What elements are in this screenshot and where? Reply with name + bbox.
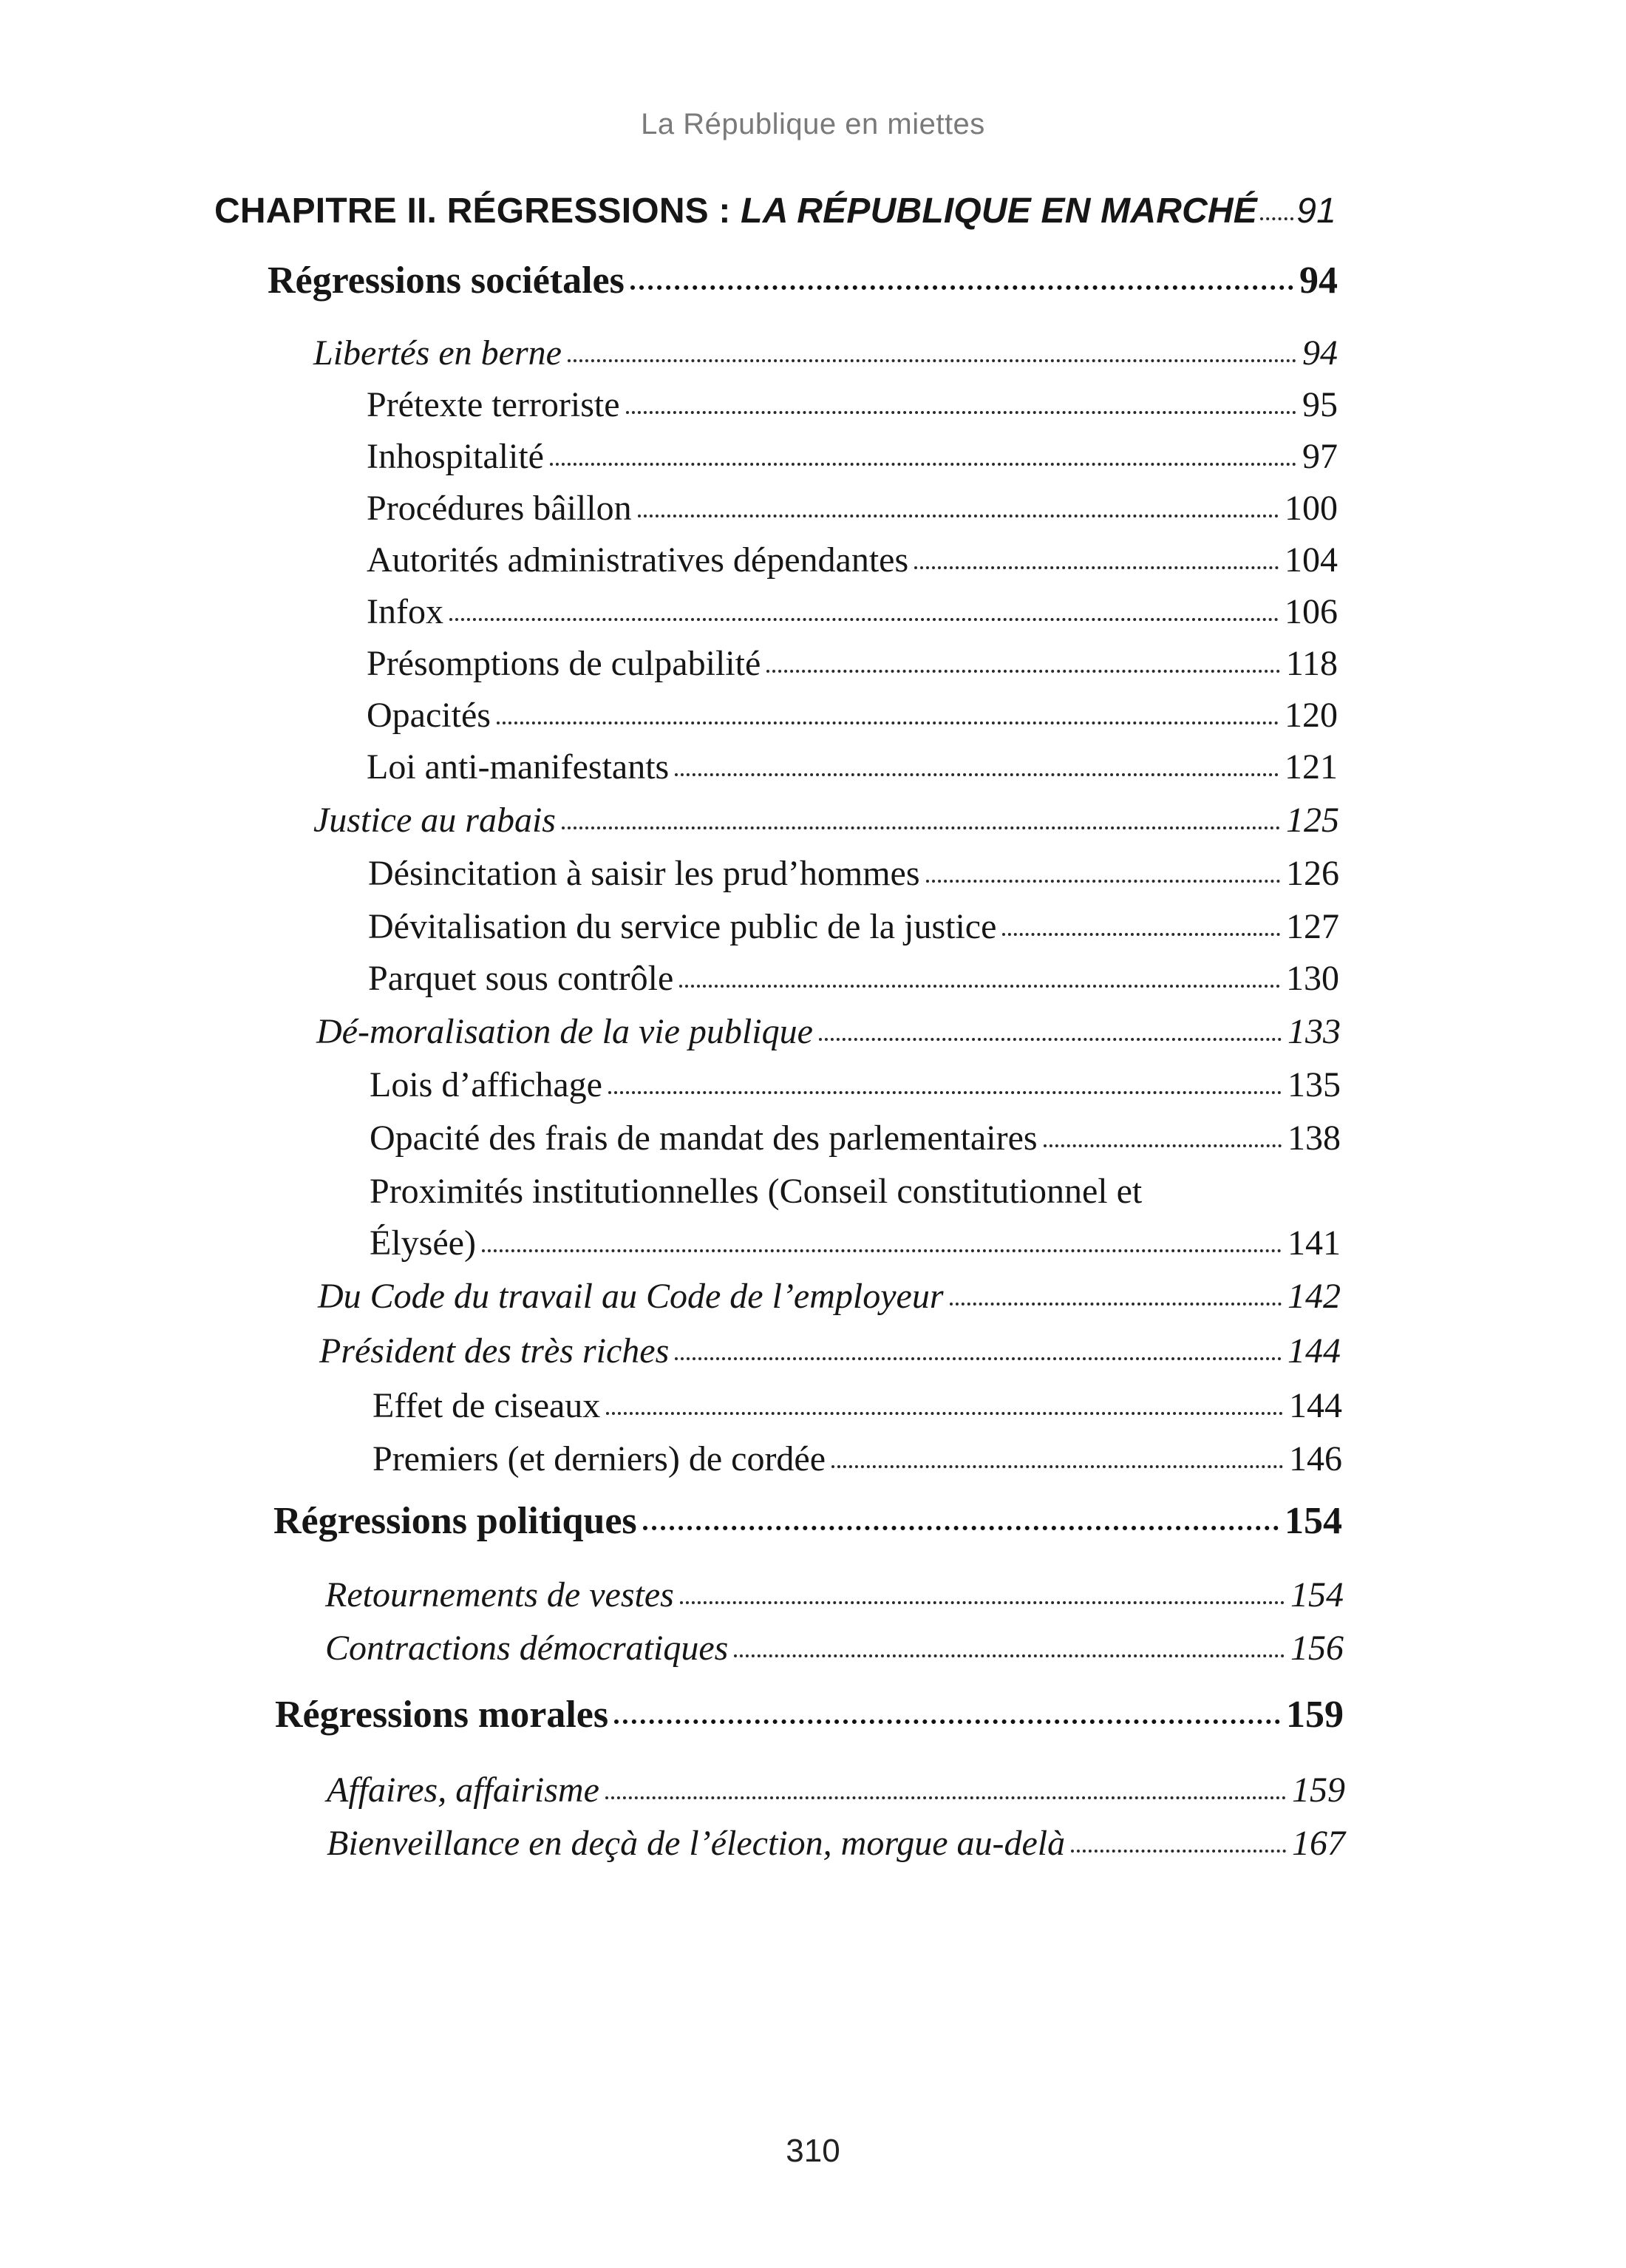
toc-chapter-label: CHAPITRE II. RÉGRESSIONS : LA RÉPUBLIQUE EN MARCHÉ — [214, 191, 1258, 231]
dot-leader — [1260, 217, 1293, 220]
toc-subsection-label: Opacités — [367, 696, 491, 735]
toc-subsection-entry[interactable] — [367, 488, 1338, 529]
page-number: 94 — [1299, 259, 1338, 302]
toc-subsection-label: Effet de ciseaux — [373, 1386, 601, 1425]
dot-leader — [605, 1796, 1286, 1799]
toc-section-label: Président des très riches — [319, 1331, 670, 1371]
toc-section-entry[interactable] — [316, 1011, 1341, 1052]
page-number: 159 — [1286, 1694, 1344, 1736]
toc-subsection-entry[interactable] — [367, 643, 1338, 684]
dot-leader — [831, 1465, 1283, 1468]
toc-subsection-entry[interactable] — [370, 1118, 1341, 1158]
toc-subsection-label: Prétexte terroriste — [367, 385, 620, 424]
toc-section-label: Affaires, affairisme — [327, 1770, 599, 1810]
toc-part-label: Régressions morales — [275, 1694, 609, 1736]
page-number: 91 — [1296, 191, 1336, 231]
toc-subsection-label: Désincitation à saisir les prud’hommes — [368, 854, 920, 893]
dot-leader — [643, 1526, 1279, 1530]
dot-leader — [497, 722, 1279, 724]
toc-subsection-entry[interactable] — [368, 958, 1339, 999]
toc-subsection-entry[interactable] — [367, 384, 1338, 425]
dot-leader — [449, 618, 1279, 621]
page-folio: 310 — [786, 2133, 840, 2169]
toc-section-entry[interactable] — [327, 1823, 1345, 1864]
toc-section-label: Du Code du travail au Code de l’employeur — [318, 1277, 944, 1316]
page-number: 125 — [1286, 801, 1339, 840]
dot-leader — [562, 826, 1280, 829]
dot-leader — [679, 985, 1280, 988]
page-number: 154 — [1290, 1575, 1344, 1615]
page-number: 144 — [1287, 1331, 1341, 1371]
dot-leader — [675, 773, 1279, 776]
toc-section-label: Dé-moralisation de la vie publique — [316, 1012, 813, 1051]
toc-section-entry[interactable] — [313, 333, 1338, 373]
toc-subsection-entry[interactable] — [370, 1065, 1341, 1105]
dot-leader — [1071, 1850, 1286, 1853]
toc-subsection-label: Dévitalisation du service public de la justice — [368, 907, 997, 946]
dot-leader — [638, 515, 1279, 517]
toc-chapter-entry[interactable] — [214, 191, 1336, 231]
toc-section-entry[interactable] — [319, 1331, 1341, 1371]
toc-section-label: Contractions démocratiques — [325, 1629, 729, 1668]
page-number: 141 — [1287, 1223, 1341, 1263]
toc-part-entry[interactable] — [273, 1499, 1342, 1543]
toc-subsection-label: Opacité des frais de mandat des parlementaires — [370, 1118, 1038, 1158]
dot-leader — [914, 566, 1279, 569]
toc-subsection-entry[interactable] — [368, 853, 1339, 894]
toc-subsection-entry[interactable] — [367, 591, 1338, 632]
dot-leader — [550, 463, 1296, 466]
toc-section-label: Retournements de vestes — [325, 1575, 674, 1615]
page-number: 120 — [1285, 696, 1338, 735]
toc-part-entry[interactable] — [268, 259, 1338, 302]
dot-leader — [675, 1357, 1282, 1360]
toc-part-label: Régressions politiques — [273, 1500, 637, 1542]
dot-leader — [568, 359, 1296, 362]
dot-leader — [819, 1038, 1282, 1041]
page-number: 94 — [1302, 333, 1338, 373]
page-number: 95 — [1302, 385, 1338, 424]
toc-subsection-entry[interactable] — [367, 540, 1338, 580]
dot-leader — [482, 1249, 1282, 1252]
toc-section-entry[interactable] — [318, 1276, 1341, 1317]
page-number: 135 — [1287, 1065, 1341, 1104]
dot-leader — [626, 411, 1296, 414]
dot-leader — [680, 1601, 1285, 1604]
page-number: 146 — [1289, 1439, 1342, 1478]
page-number: 130 — [1286, 959, 1339, 998]
toc-subsection-label: Infox — [367, 592, 443, 631]
page-number: 126 — [1286, 854, 1339, 893]
toc-section-entry[interactable] — [313, 800, 1339, 841]
toc-subsection-label: Parquet sous contrôle — [368, 959, 674, 998]
page-number: 154 — [1285, 1500, 1342, 1542]
toc-subsection-entry[interactable] — [370, 1223, 1341, 1263]
dot-leader — [606, 1412, 1283, 1415]
page-number: 118 — [1285, 644, 1338, 683]
toc-section-entry[interactable] — [325, 1575, 1344, 1615]
toc-subsection-label-line1[interactable]: Proximités institutionnelles (Conseil constitutionnel et — [370, 1172, 1143, 1211]
toc-section-entry[interactable] — [325, 1628, 1344, 1668]
toc-subsection-entry[interactable] — [367, 695, 1338, 736]
toc-subsection-entry[interactable] — [373, 1385, 1342, 1426]
dot-leader — [734, 1654, 1285, 1657]
toc-subsection-label: Inhospitalité — [367, 437, 544, 476]
page-number: 100 — [1285, 489, 1338, 528]
toc-subsection-label: Lois d’affichage — [370, 1065, 602, 1104]
toc-subsection-label: Procédures bâillon — [367, 489, 632, 528]
toc-subsection-label: Élysée) — [370, 1223, 476, 1263]
page-number: 133 — [1287, 1012, 1341, 1051]
dot-leader — [630, 285, 1293, 290]
dot-leader — [614, 1719, 1280, 1724]
toc-section-label: Bienveillance en deçà de l’élection, morgue au-delà — [327, 1824, 1066, 1863]
dot-leader — [926, 880, 1280, 883]
page-number: 144 — [1289, 1386, 1342, 1425]
dot-leader — [950, 1303, 1282, 1306]
toc-subsection-entry[interactable] — [367, 747, 1338, 787]
toc-subsection-label: Autorités administratives dépendantes — [367, 540, 909, 580]
page-number: 167 — [1292, 1824, 1345, 1863]
dot-leader — [1002, 933, 1280, 936]
toc-subsection-label: Présomptions de culpabilité — [367, 644, 761, 683]
page-number: 156 — [1290, 1629, 1344, 1668]
toc-part-label: Régressions sociétales — [268, 259, 625, 302]
running-head: La République en miettes — [641, 108, 985, 140]
toc-subsection-label: Premiers (et derniers) de cordée — [373, 1439, 826, 1478]
toc-subsection-label: Loi anti-manifestants — [367, 747, 670, 787]
page-number: 138 — [1287, 1118, 1341, 1158]
page-number: 97 — [1302, 437, 1338, 476]
page-number: 127 — [1286, 907, 1339, 946]
dot-leader — [1044, 1144, 1282, 1147]
page-number: 142 — [1287, 1277, 1341, 1316]
dot-leader — [766, 670, 1280, 673]
toc-part-entry[interactable] — [275, 1693, 1344, 1736]
page-number: 106 — [1285, 592, 1338, 631]
dot-leader — [608, 1091, 1282, 1094]
page-number: 121 — [1285, 747, 1338, 787]
toc-subsection-entry[interactable] — [368, 906, 1339, 947]
toc-section-entry[interactable] — [327, 1770, 1345, 1810]
page-number: 159 — [1292, 1770, 1345, 1810]
toc-section-label: Libertés en berne — [313, 333, 562, 373]
toc-subsection-entry[interactable] — [367, 436, 1338, 477]
toc-subsection-entry[interactable] — [373, 1439, 1342, 1479]
page-number: 104 — [1285, 540, 1338, 580]
toc-section-label: Justice au rabais — [313, 801, 556, 840]
